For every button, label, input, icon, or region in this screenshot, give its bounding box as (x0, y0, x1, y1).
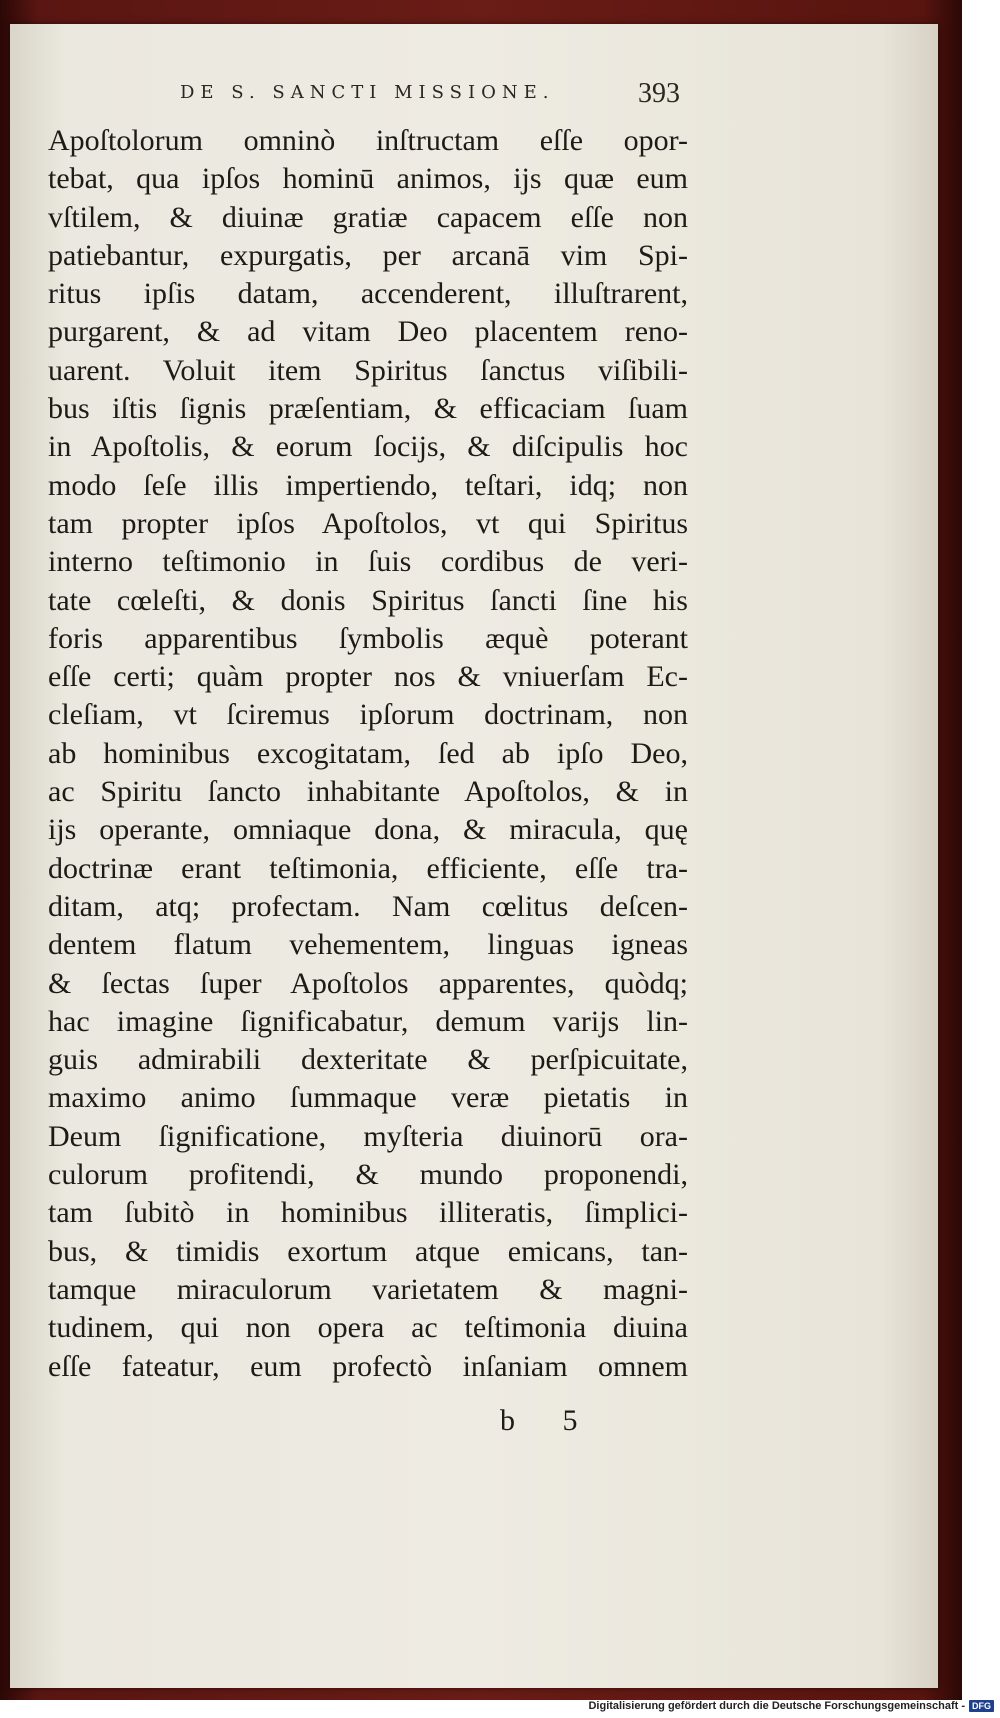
text-line: tamque miraculorum varietatem & magni- (48, 1272, 688, 1306)
text-line: ijs operante, omniaque dona, & miracula, quę (48, 813, 688, 847)
text-line: ditam, atq; profectam. Nam cœlitus deſcen- (48, 889, 688, 923)
text-line: Deum ſignificatione, myſteria diuinorū ora- (48, 1119, 688, 1153)
running-head: DE S. SANCTI MISSIONE. (180, 82, 555, 103)
text-line: culorum profitendi, & mundo proponendi, (48, 1158, 688, 1192)
text-line: Apoſtolorum omninò inſtructam eſſe opor- (48, 124, 688, 157)
text-line: vſtilem, & diuinæ gratiæ capacem eſſe non (48, 200, 688, 234)
text-line: bus, & timidis exortum atque emicans, tan- (48, 1234, 688, 1268)
text-line: purgarent, & ad vitam Deo placentem reno- (48, 315, 688, 349)
text-line: eſſe fateatur, eum profectò inſaniam omnem (48, 1349, 688, 1383)
text-line: ac Spiritu ſancto inhabitante Apoſtolos, & in (48, 775, 688, 809)
signature-mark: b 5 (500, 1404, 598, 1437)
digitization-footer (588, 1700, 994, 1712)
text-line: eſſe certi; quàm propter nos & vniuerſam Ec- (48, 660, 688, 694)
page-number: 393 (638, 78, 680, 109)
text-line: modo ſeſe illis impertiendo, teſtari, idq; non (48, 468, 688, 502)
text-line: & ſectas ſuper Apoſtolos apparentes, quòdq; (48, 966, 688, 1000)
text-line: dentem flatum vehementem, linguas igneas (48, 928, 688, 962)
text-line: tate cœleſti, & donis Spiritus ſancti ſine his (48, 583, 688, 617)
text-line: in Apoſtolis, & eorum ſocijs, & diſcipulis hoc (48, 430, 688, 464)
text-line: uarent. Voluit item Spiritus ſanctus viſibili- (48, 353, 688, 387)
text-line: maximo animo ſummaque veræ pietatis in (48, 1081, 688, 1115)
text-line: tam ſubitò in hominibus illiteratis, ſimplici- (48, 1196, 688, 1230)
text-line: bus iſtis ſignis præſentiam, & efficaciam ſuam (48, 392, 688, 426)
text-line: interno teſtimonio in ſuis cordibus de veri- (48, 545, 688, 579)
text-line: cleſiam, vt ſciremus ipſorum doctrinam, non (48, 698, 688, 732)
footer-credit: Digitalisierung gefördert durch die Deutsche Forschungsgemeinschaft - (588, 1700, 965, 1712)
text-line: foris apparentibus ſymbolis æquè poterant (48, 621, 688, 655)
text-line: ritus ipſis datam, accenderent, illuſtrarent, (48, 277, 688, 311)
text-line: ab hominibus excogitatam, ſed ab ipſo Deo, (48, 736, 688, 770)
text-line: patiebantur, expurgatis, per arcanā vim Spi- (48, 238, 688, 272)
text-line: guis admirabili dexteritate & perſpicuitate, (48, 1043, 688, 1077)
body-text (48, 122, 688, 1386)
text-line: hac imagine ſignificabatur, demum varijs lin- (48, 1004, 688, 1038)
book-page (10, 24, 938, 1688)
dfg-logo-icon: DFG (969, 1700, 994, 1712)
text-line: tam propter ipſos Apoſtolos, vt qui Spiritus (48, 506, 688, 540)
text-line: tudinem, qui non opera ac teſtimonia diuina (48, 1311, 688, 1345)
text-line: doctrinæ erant teſtimonia, efficiente, eſſe tra- (48, 851, 688, 885)
text-line: tebat, qua ipſos hominū animos, ijs quæ eum (48, 162, 688, 196)
